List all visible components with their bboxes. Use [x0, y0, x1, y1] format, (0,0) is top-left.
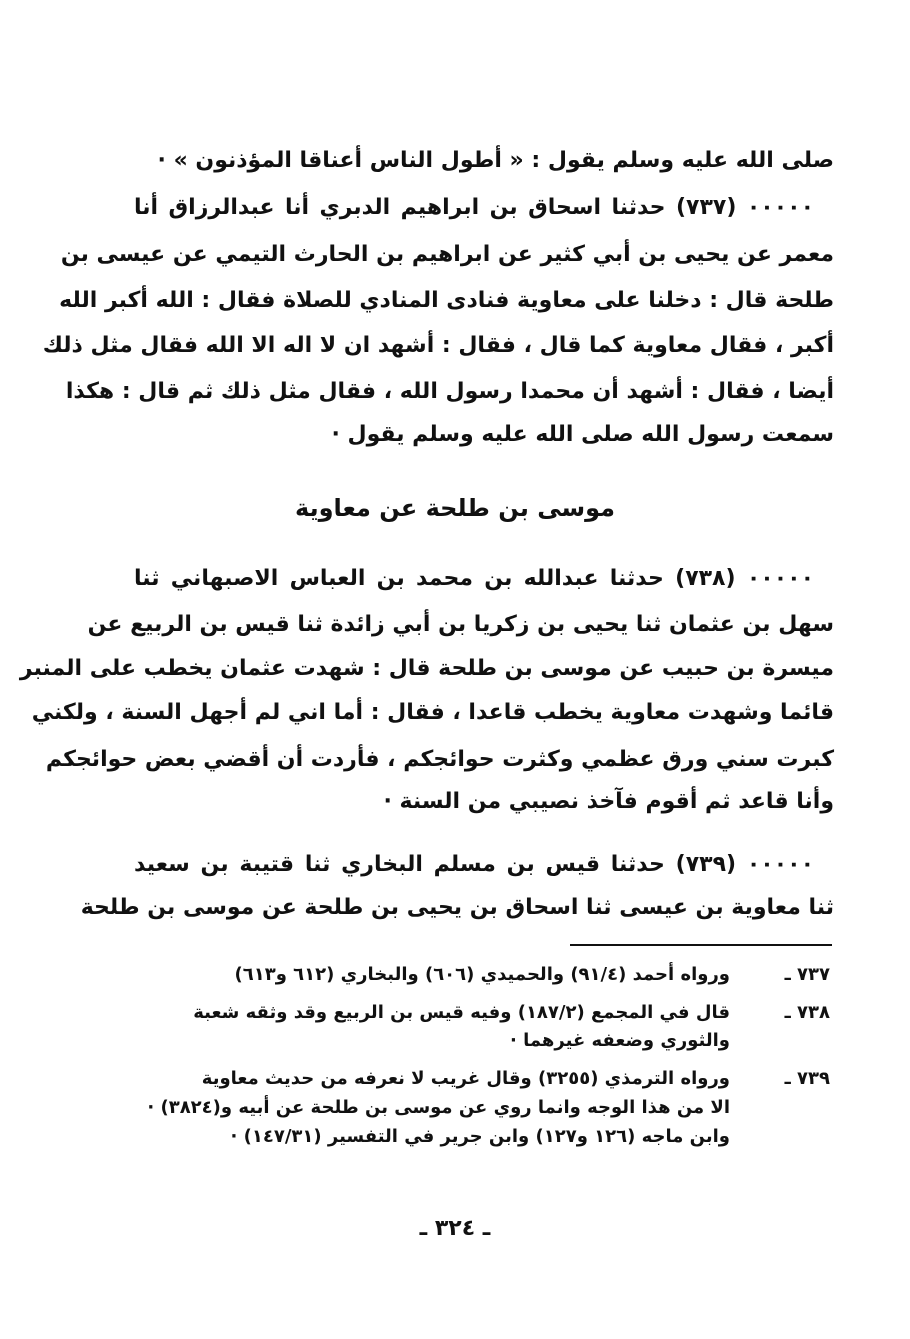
text-line: وأنا قاعد ثم أقوم فآخذ نصيبي من السنة ·	[383, 789, 834, 814]
text-line: ٠٠٠٠٠ (٧٣٨) حدثنا عبدالله بن محمد بن العباس الاصبهاني ثنا	[134, 566, 814, 591]
text-line: طلحة قال : دخلنا على معاوية فنادى المنادي للصلاة فقال : الله أكبر الله	[59, 288, 834, 313]
section-heading: موسى بن طلحة عن معاوية	[295, 494, 615, 522]
footnote-text: وابن ماجه (١٢٦ و١٢٧) وابن جرير في التفسير (١٤٧/٣١) ·	[230, 1126, 730, 1147]
text-line: ٠٠٠٠٠ (٧٣٧) حدثنا اسحاق بن ابراهيم الدبري أنا عبدالرزاق أنا	[134, 195, 814, 220]
text-line: سمعت رسول الله صلى الله عليه وسلم يقول ·	[331, 422, 834, 447]
footnote-number: ٧٣٨ ـ	[784, 1002, 830, 1023]
footnote-text: قال في المجمع (١٨٧/٢) وفيه قيس بن الربيع وقد وثقه شعبة	[193, 1002, 730, 1023]
footnote-separator	[570, 944, 832, 946]
text-line: معمر عن يحيى بن أبي كثير عن ابراهيم بن الحارث التيمي عن عيسى بن	[60, 242, 834, 267]
text-line: قائما وشهدت معاوية يخطب قاعدا ، فقال : أما اني لم أجهل السنة ، ولكني	[31, 700, 834, 725]
footnote-text: والثوري وضعفه غيرهما ·	[509, 1030, 730, 1051]
text-line: ٠٠٠٠٠ (٧٣٩) حدثنا قيس بن مسلم البخاري ثنا قتيبة بن سعيد	[134, 852, 814, 877]
footnote-text: ورواه الترمذي (٣٢٥٥) وقال غريب لا نعرفه من حديث معاوية	[201, 1068, 730, 1089]
text-line: ثنا معاوية بن عيسى ثنا اسحاق بن يحيى بن طلحة عن موسى بن طلحة	[80, 895, 834, 920]
text-line: سهل بن عثمان ثنا يحيى بن زكريا بن أبي زائدة ثنا قيس بن الربيع عن	[87, 612, 834, 637]
text-line: أكبر ، فقال معاوية كما قال ، فقال : أشهد ان لا اله الا الله فقال مثل ذلك	[42, 333, 834, 358]
text-line: صلى الله عليه وسلم يقول : « أطول الناس أعناقا المؤذنون » ·	[157, 148, 834, 173]
text-line: ميسرة بن حبيب عن موسى بن طلحة قال : شهدت عثمان يخطب على المنبر	[19, 656, 834, 681]
footnote-number: ٧٣٧ ـ	[784, 964, 830, 985]
text-line: كبرت سني ورق عظمي وكثرت حوائجكم ، فأردت أن أقضي بعض حوائجكم	[45, 747, 834, 772]
text-line: أيضا ، فقال : أشهد أن محمدا رسول الله ، فقال مثل ذلك ثم قال : هكذا	[65, 379, 834, 404]
footnote-number: ٧٣٩ ـ	[784, 1068, 830, 1089]
footnote-text: الا من هذا الوجه وانما روي عن موسى بن طلحة عن أبيه و(٣٨٢٤) ·	[147, 1097, 730, 1118]
page-number: ـ ٣٢٤ ـ	[419, 1216, 491, 1241]
footnote-text: ورواه أحمد (٩١/٤) والحميدي (٦٠٦) والبخاري (٦١٢ و٦١٣)	[234, 964, 730, 985]
